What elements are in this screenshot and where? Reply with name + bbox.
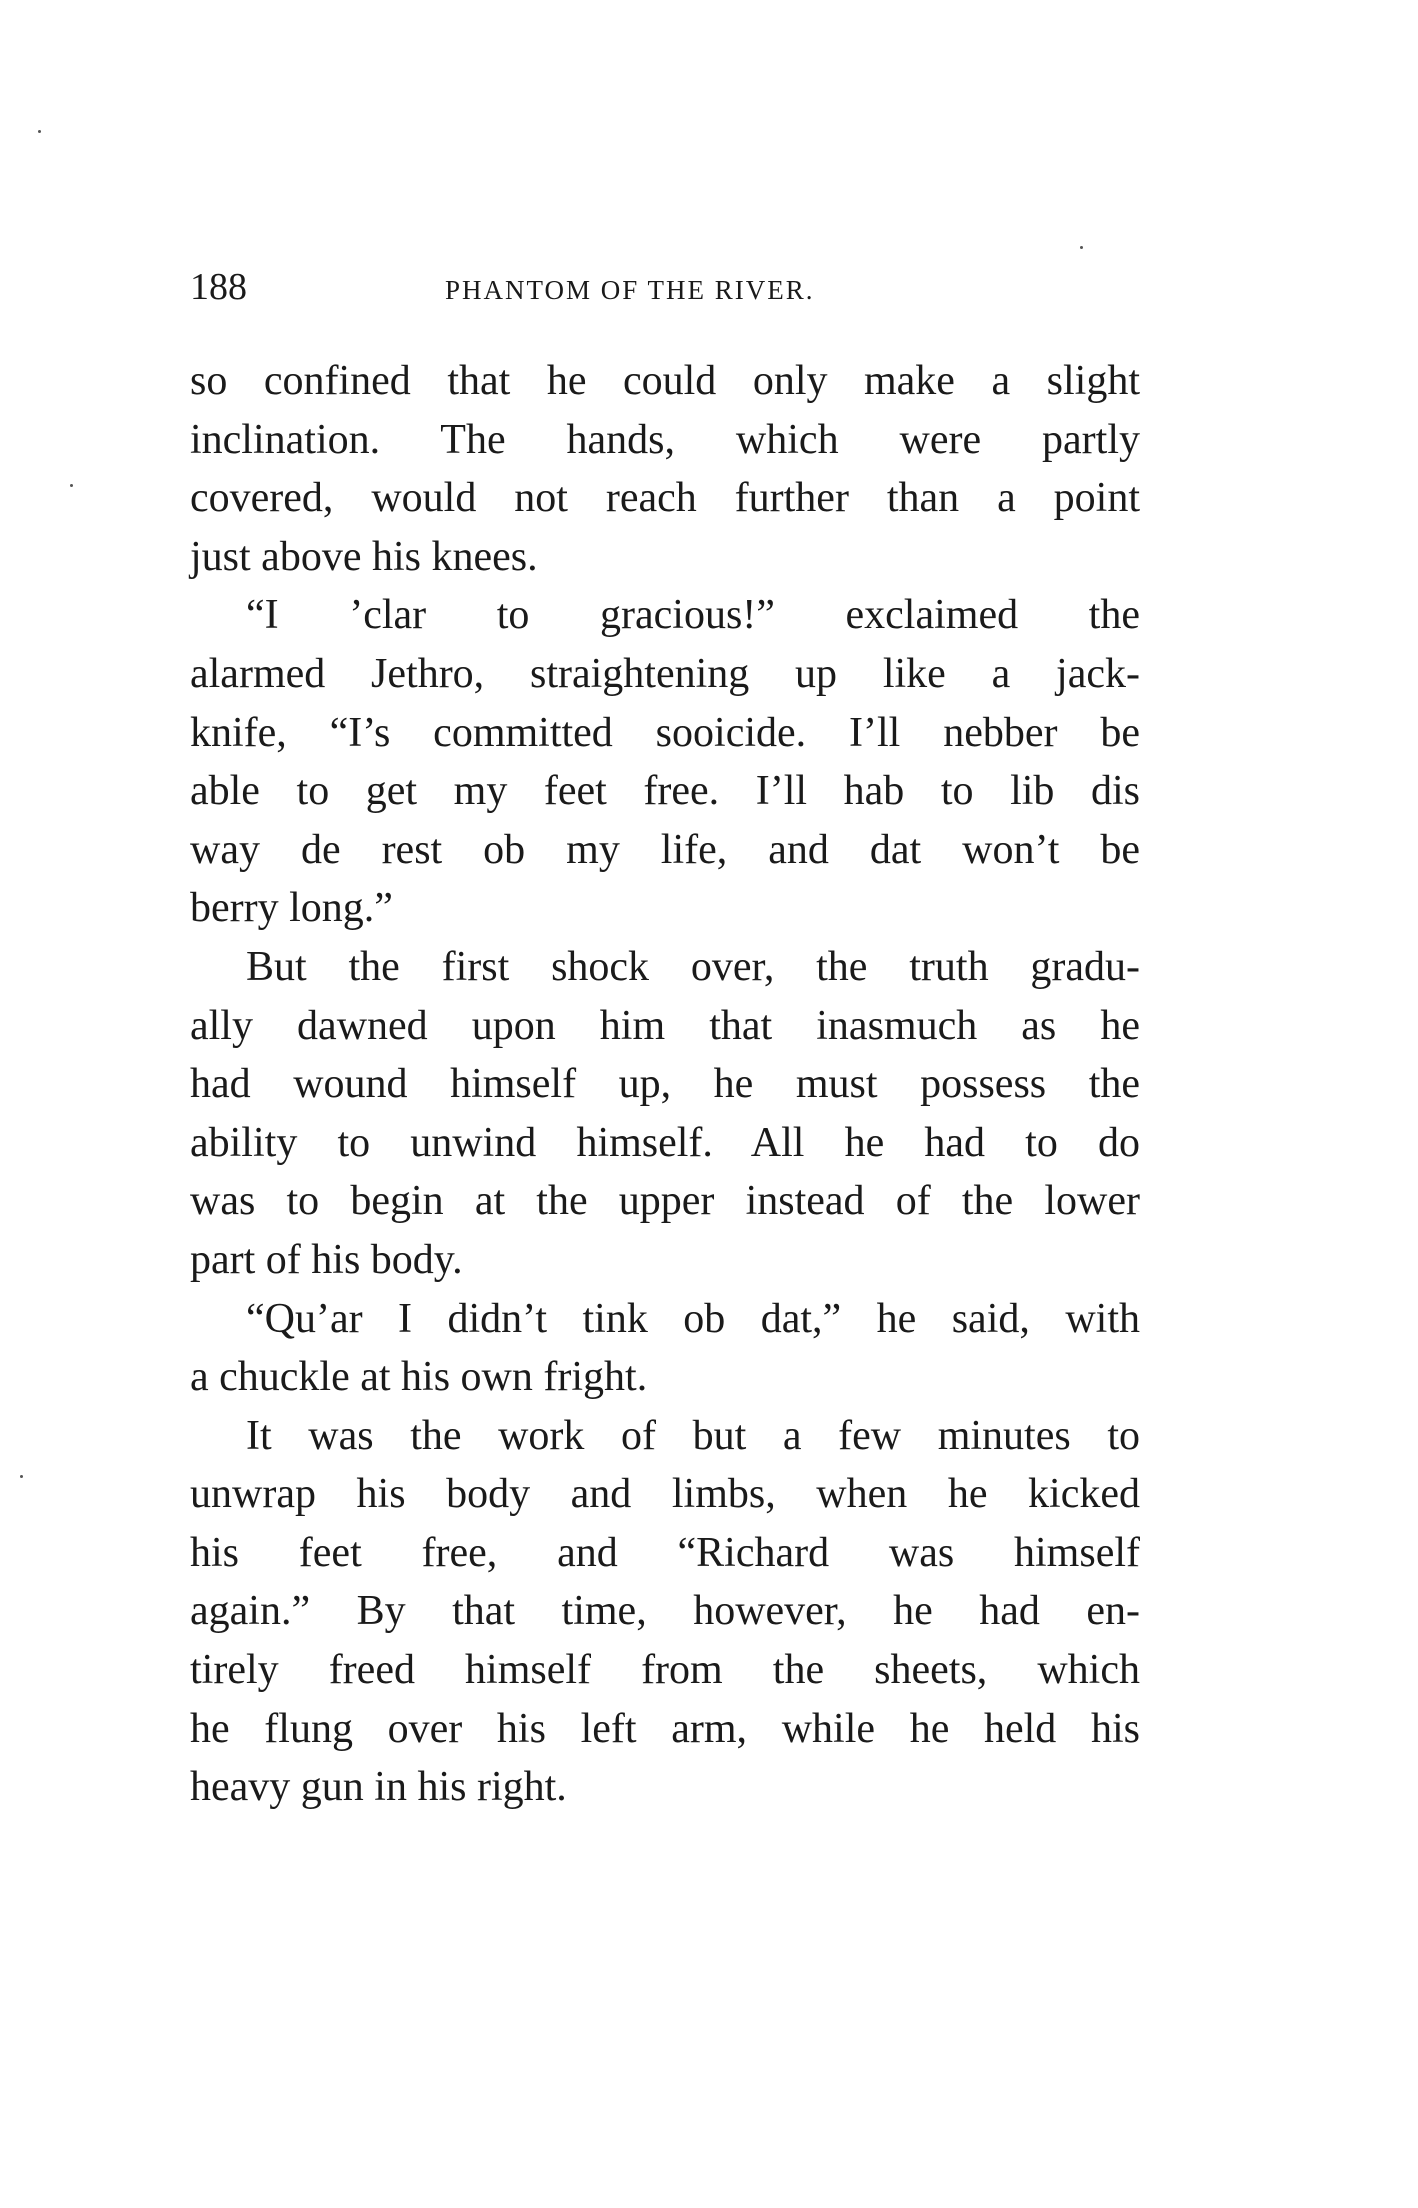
text-line: part of his body. [190,1236,463,1283]
text-line: unwrap his body and limbs, when he kicked [190,1471,1140,1518]
paper-speck [38,130,41,133]
text-line: heavy gun in his right. [190,1764,567,1811]
text-line: It was the work of but a few minutes to [246,1412,1140,1459]
text-line: a chuckle at his own fright. [190,1354,648,1401]
text-line: just above his knees. [190,533,538,580]
text-line: had wound himself up, he must possess the [190,1061,1140,1108]
running-head [190,262,900,312]
text-line: way de rest ob my life, and dat won’t be [190,826,1140,873]
text-line: his feet free, and “Richard was himself [190,1529,1140,1576]
body-text [190,352,1140,1817]
text-line: he flung over his left arm, while he held his [190,1705,1140,1752]
paper-speck [70,484,73,487]
text-line: tirely freed himself from the sheets, which [190,1647,1140,1694]
text-line: berry long.” [190,885,393,932]
text-line: knife, “I’s committed sooicide. I’ll nebber be [190,709,1140,756]
running-title: PHANTOM OF THE RIVER. [445,275,815,305]
text-line: ability to unwind himself. All he had to do [190,1119,1140,1166]
text-line: able to get my feet free. I’ll hab to lib dis [190,768,1140,815]
text-line: ally dawned upon him that inasmuch as he [190,1002,1140,1049]
text-line: covered, would not reach further than a point [190,475,1140,522]
paper-speck [1080,246,1083,249]
text-line: was to begin at the upper instead of the lower [190,1178,1140,1225]
text-line: again.” By that time, however, he had en- [190,1588,1140,1635]
text-line: “Qu’ar I didn’t tink ob dat,” he said, with [246,1295,1140,1342]
text-line: “I ’clar to gracious!” exclaimed the [246,592,1140,639]
text-line: But the first shock over, the truth gradu- [246,943,1140,990]
text-line: so confined that he could only make a slight [190,358,1140,404]
page-number: 188 [190,266,247,308]
text-line: inclination. The hands, which were partly [190,416,1140,463]
text-line: alarmed Jethro, straightening up like a jack- [190,650,1140,697]
paper-speck [20,1475,23,1478]
